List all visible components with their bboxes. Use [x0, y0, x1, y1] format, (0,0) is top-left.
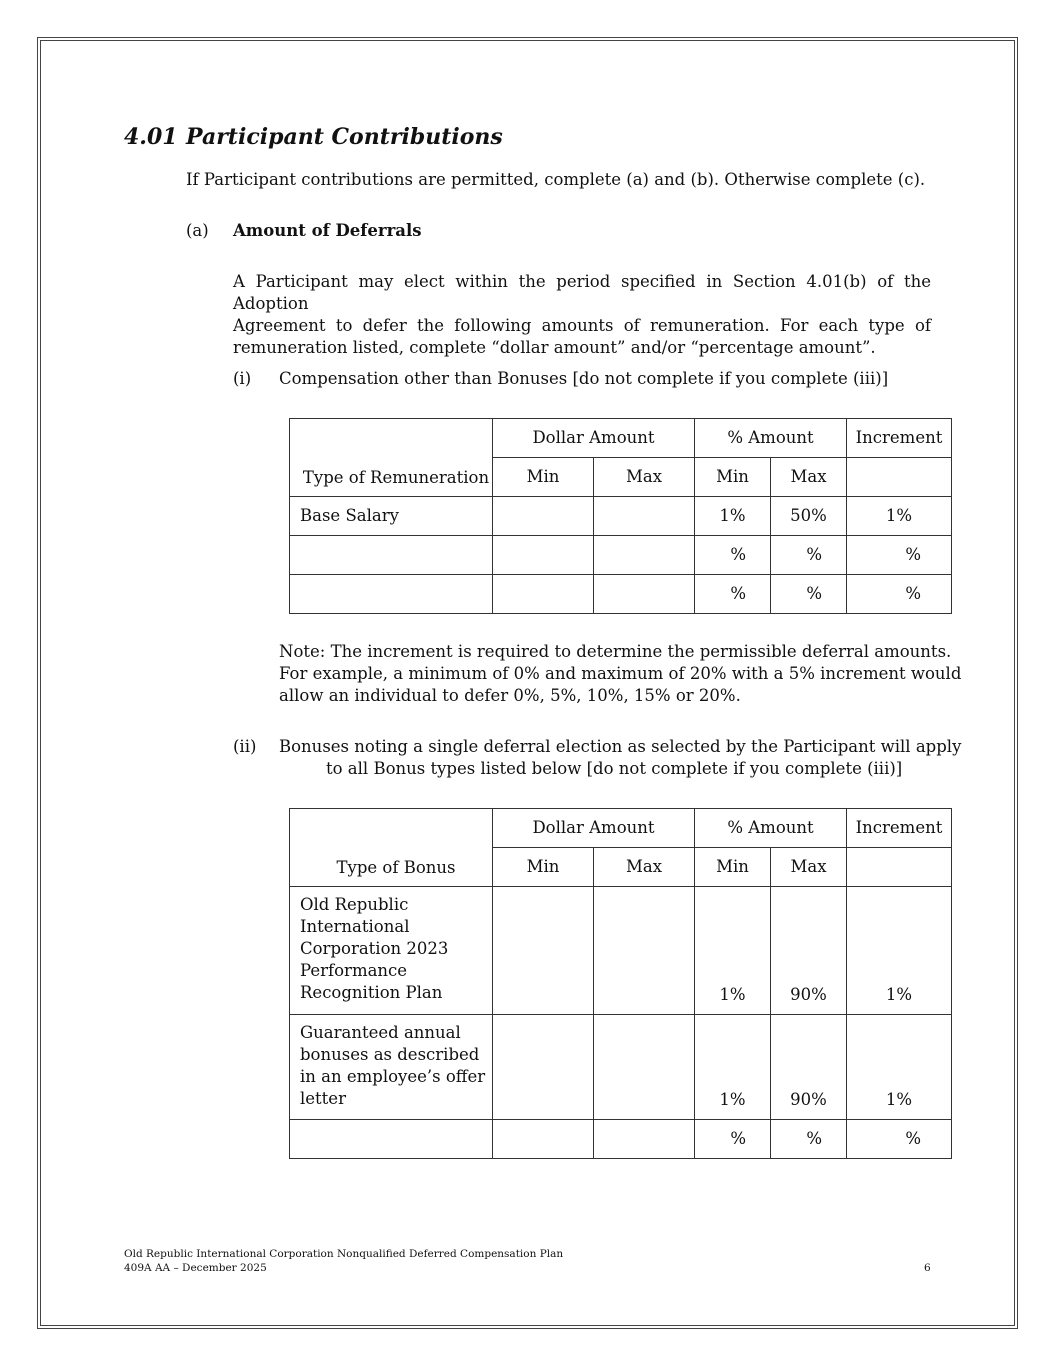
col-header-percent-min: Min: [695, 458, 771, 497]
cell-type[interactable]: [290, 1015, 493, 1120]
table-row: [290, 497, 952, 536]
col-header-increment-blank: [847, 458, 952, 497]
cell-dollar-min[interactable]: [493, 1015, 594, 1120]
section-title: Participant Contributions: [186, 124, 503, 150]
section-heading: [124, 124, 503, 150]
col-header-dollar: Dollar Amount: [493, 419, 695, 458]
note-line: For example, a minimum of 0% and maximum of 20% with a 5% increment would: [279, 664, 962, 683]
col-header-increment: Increment: [847, 419, 952, 458]
bonus-table: [289, 808, 952, 1159]
cell-type-line: International: [300, 917, 410, 936]
cell-type[interactable]: Base Salary: [290, 497, 493, 536]
cell-type[interactable]: [290, 887, 493, 1015]
cell-dollar-min[interactable]: [493, 887, 594, 1015]
cell-percent-max[interactable]: 50%: [771, 497, 847, 536]
cell-increment[interactable]: %: [847, 536, 952, 575]
cell-percent-min[interactable]: 1%: [695, 887, 771, 1015]
col-header-increment: Increment: [847, 809, 952, 848]
cell-type-line: Corporation 2023: [300, 939, 449, 958]
col-header-dollar-min: Min: [493, 848, 594, 887]
cell-percent-min[interactable]: %: [695, 536, 771, 575]
paragraph-line: Agreement to defer the following amounts of remuneration. For each type of: [233, 316, 931, 335]
cell-type[interactable]: [290, 536, 493, 575]
col-header-percent: % Amount: [695, 419, 847, 458]
cell-percent-max[interactable]: %: [771, 536, 847, 575]
cell-type-line: Old Republic: [300, 895, 409, 914]
cell-increment[interactable]: 1%: [847, 1015, 952, 1120]
col-header-dollar: Dollar Amount: [493, 809, 695, 848]
cell-type-line: Guaranteed annual: [300, 1023, 461, 1042]
cell-increment[interactable]: 1%: [847, 887, 952, 1015]
cell-dollar-min[interactable]: [493, 497, 594, 536]
cell-dollar-max[interactable]: [594, 1120, 695, 1159]
cell-dollar-min[interactable]: [493, 536, 594, 575]
cell-type-line: Recognition Plan: [300, 983, 443, 1002]
item-i-text: Compensation other than Bonuses [do not complete if you complete (iii)]: [279, 369, 889, 388]
col-header-increment-blank: [847, 848, 952, 887]
table-row: [290, 536, 952, 575]
cell-type[interactable]: [290, 575, 493, 614]
item-ii-text-line1: Bonuses noting a single deferral election as selected by the Participant will apply: [279, 737, 962, 756]
item-i-marker: (i): [233, 369, 252, 388]
col-header-percent-max: Max: [771, 848, 847, 887]
col-header-percent-min: Min: [695, 848, 771, 887]
cell-dollar-min[interactable]: [493, 575, 594, 614]
cell-increment[interactable]: %: [847, 575, 952, 614]
cell-type-line: bonuses as described: [300, 1045, 480, 1064]
cell-increment[interactable]: 1%: [847, 497, 952, 536]
footer-line2: 409A AA – December 2025: [124, 1262, 267, 1274]
subsection-a-title: Amount of Deferrals: [233, 221, 422, 240]
note-line: Note: The increment is required to determine the permissible deferral amounts.: [279, 642, 952, 661]
cell-increment[interactable]: %: [847, 1120, 952, 1159]
page-number: 6: [924, 1262, 931, 1274]
col-header-dollar-max: Max: [594, 848, 695, 887]
cell-percent-max[interactable]: 90%: [771, 887, 847, 1015]
cell-percent-min[interactable]: %: [695, 575, 771, 614]
cell-percent-max[interactable]: %: [771, 1120, 847, 1159]
col-header-percent-max: Max: [771, 458, 847, 497]
section-intro: If Participant contributions are permitted, complete (a) and (b). Otherwise complete (c).: [186, 170, 926, 189]
cell-dollar-max[interactable]: [594, 575, 695, 614]
cell-dollar-max[interactable]: [594, 536, 695, 575]
cell-percent-min[interactable]: 1%: [695, 497, 771, 536]
cell-type-line: letter: [300, 1089, 346, 1108]
cell-dollar-max[interactable]: [594, 1015, 695, 1120]
remuneration-table: [289, 418, 952, 614]
cell-type[interactable]: [290, 1120, 493, 1159]
col-header-type: Type of Remuneration: [290, 419, 493, 497]
item-ii-marker: (ii): [233, 737, 257, 756]
cell-type-line: in an employee’s offer: [300, 1067, 486, 1086]
item-ii-text-line2: to all Bonus types listed below [do not complete if you complete (iii)]: [326, 759, 903, 778]
subsection-a-marker: (a): [186, 221, 209, 240]
footer-line1: Old Republic International Corporation Nonqualified Deferred Compensation Plan: [124, 1248, 564, 1260]
cell-type-line: Performance: [300, 961, 408, 980]
col-header-type: Type of Bonus: [290, 809, 493, 887]
section-number: 4.01: [124, 124, 178, 150]
table-row: [290, 1015, 952, 1120]
table-row: [290, 887, 952, 1015]
paragraph-line: remuneration listed, complete “dollar amount” and/or “percentage amount”.: [233, 338, 876, 357]
cell-percent-max[interactable]: %: [771, 575, 847, 614]
col-header-dollar-max: Max: [594, 458, 695, 497]
footer-plan-name: [124, 1247, 563, 1275]
cell-dollar-max[interactable]: [594, 887, 695, 1015]
cell-percent-max[interactable]: 90%: [771, 1015, 847, 1120]
cell-dollar-min[interactable]: [493, 1120, 594, 1159]
paragraph-line: A Participant may elect within the period specified in Section 4.01(b) of the Adoption: [233, 272, 931, 313]
table-row: [290, 575, 952, 614]
col-header-dollar-min: Min: [493, 458, 594, 497]
cell-percent-min[interactable]: 1%: [695, 1015, 771, 1120]
col-header-percent: % Amount: [695, 809, 847, 848]
cell-dollar-max[interactable]: [594, 497, 695, 536]
cell-percent-min[interactable]: %: [695, 1120, 771, 1159]
subsection-a-paragraph: [233, 271, 931, 359]
increment-note: [279, 641, 961, 707]
table-row: [290, 1120, 952, 1159]
note-line: allow an individual to defer 0%, 5%, 10%, 15% or 20%.: [279, 686, 741, 705]
